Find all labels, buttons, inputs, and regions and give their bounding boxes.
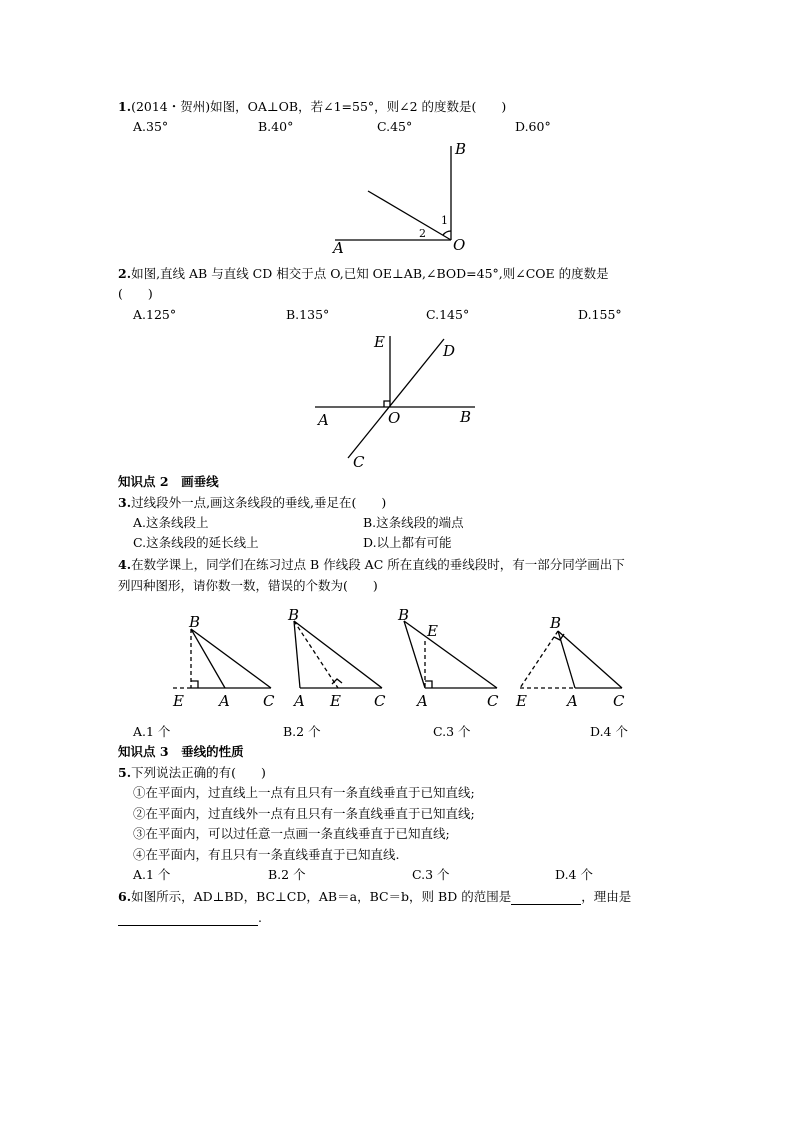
q4-stem: 4.在数学课上，同学们在练习过点 B 作线段 AC 所在直线的垂线段时，有一部分同学画出下 xyxy=(118,557,625,572)
segment-bc xyxy=(558,631,622,688)
q5-number: 5. xyxy=(118,765,132,780)
segment-bc xyxy=(294,621,382,688)
q1-option-a: A.35° xyxy=(133,119,169,134)
q5-statement-1: ①在平面内，过直线上一点有且只有一条直线垂直于已知直线; xyxy=(133,785,475,800)
q2-number: 2. xyxy=(118,266,132,281)
q1-number: 1. xyxy=(118,99,132,114)
q4-fig1-label-b: B xyxy=(189,613,201,631)
q5-option-d: D.4 个 xyxy=(555,867,593,882)
q2-option-c: C.145° xyxy=(426,307,470,322)
angle-arc xyxy=(443,231,451,235)
q2-label-b: B xyxy=(460,408,472,426)
line-cd xyxy=(348,339,444,458)
q4-fig2-label-a: A xyxy=(294,692,305,710)
q1-label-a: A xyxy=(333,239,344,257)
q4-fig3-label-e: E xyxy=(427,622,438,640)
q2-label-a: A xyxy=(318,411,329,429)
q4-fig2-label-b: B xyxy=(288,606,300,624)
q4-fig4-label-a: A xyxy=(567,692,578,710)
q6-answer-blank-2[interactable] xyxy=(118,911,258,926)
q4-stem-cont: 列四种图形，请你数一数，错误的个数为( ) xyxy=(118,578,378,593)
q6-number: 6. xyxy=(118,889,132,904)
q4-number: 4. xyxy=(118,557,132,572)
q4-fig4-label-b: B xyxy=(550,614,562,632)
q2-stem: 2.如图,直线 AB 与直线 CD 相交于点 O,已知 OE⊥AB,∠BOD=45°,则∠COE 的度数是 xyxy=(118,266,609,281)
q6-stem: 6.如图所示，AD⊥BD，BC⊥CD，AB＝a，BC＝b，则 BD 的范围是 ，理由是 xyxy=(118,889,632,904)
q2-stem-cont: ( ) xyxy=(118,286,153,301)
q2-option-b: B.135° xyxy=(286,307,330,322)
section2-heading: 知识点 2 画垂线 xyxy=(118,474,219,489)
q2-option-d: D.155° xyxy=(578,307,622,322)
segment-be xyxy=(294,621,338,688)
q4-fig4-label-e: E xyxy=(516,692,527,710)
q4-fig2-label-e: E xyxy=(330,692,341,710)
q1-option-c: C.45° xyxy=(377,119,413,134)
segment-bc xyxy=(404,621,497,688)
q2-label-o: O xyxy=(388,409,401,427)
q3-option-b: B.这条线段的端点 xyxy=(363,515,464,530)
q4-fig3-label-c: C xyxy=(487,692,499,710)
q2-figure xyxy=(310,330,490,475)
q6-line2: . xyxy=(118,910,262,926)
q4-fig3-label-a: A xyxy=(417,692,428,710)
q3-option-a: A.这条线段上 xyxy=(133,515,209,530)
q3-number: 3. xyxy=(118,495,132,510)
q2-label-e: E xyxy=(374,333,385,351)
q5-option-a: A.1 个 xyxy=(133,867,171,882)
q4-option-c: C.3 个 xyxy=(433,724,471,739)
segment-ba xyxy=(191,629,225,688)
q1-angle-2: 2 xyxy=(419,227,426,240)
q1-label-b: B xyxy=(455,140,467,158)
q2-option-a: A.125° xyxy=(133,307,177,322)
q1-stem: 1.(2014・贺州)如图，OA⊥OB，若∠1=55°，则∠2 的度数是( ) xyxy=(118,99,507,114)
q5-statement-4: ④在平面内，有且只有一条直线垂直于已知直线. xyxy=(133,847,400,862)
q5-option-b: B.2 个 xyxy=(268,867,306,882)
segment-ba xyxy=(294,621,300,688)
q2-label-c: C xyxy=(353,453,365,471)
q4-option-d: D.4 个 xyxy=(590,724,628,739)
q4-fig2-label-c: C xyxy=(374,692,386,710)
q6-answer-blank-1[interactable] xyxy=(511,890,581,905)
q1-angle-1: 1 xyxy=(441,214,448,227)
q4-fig1-label-c: C xyxy=(263,692,275,710)
q4-option-a: A.1 个 xyxy=(133,724,171,739)
segment-be xyxy=(520,631,558,688)
q5-statement-3: ③在平面内，可以过任意一点画一条直线垂直于已知直线; xyxy=(133,826,450,841)
segment-ba xyxy=(404,621,425,688)
q3-stem: 3.过线段外一点,画这条线段的垂线,垂足在( ) xyxy=(118,495,387,510)
q5-option-c: C.3 个 xyxy=(412,867,450,882)
q4-fig1-label-e: E xyxy=(173,692,184,710)
q1-option-b: B.40° xyxy=(258,119,294,134)
q4-fig1-label-a: A xyxy=(219,692,230,710)
q4-figure-3 xyxy=(395,603,520,713)
right-angle-mark xyxy=(425,681,432,688)
q1-figure xyxy=(325,140,470,260)
q4-figure-1 xyxy=(165,603,285,713)
q5-stem: 5.下列说法正确的有( ) xyxy=(118,765,266,780)
q4-figure-4 xyxy=(510,603,635,713)
q4-fig4-label-c: C xyxy=(613,692,625,710)
q5-statement-2: ②在平面内，过直线外一点有且只有一条直线垂直于已知直线; xyxy=(133,806,475,821)
q2-label-d: D xyxy=(443,342,456,360)
section3-heading: 知识点 3 垂线的性质 xyxy=(118,744,244,759)
q1-label-o: O xyxy=(453,236,466,254)
ray-oc xyxy=(368,191,451,240)
right-angle-mark xyxy=(191,681,198,688)
q4-figure-2 xyxy=(280,603,400,713)
q4-option-b: B.2 个 xyxy=(283,724,321,739)
q3-option-d: D.以上都有可能 xyxy=(363,535,452,550)
q1-option-d: D.60° xyxy=(515,119,551,134)
q3-option-c: C.这条线段的延长线上 xyxy=(133,535,259,550)
q4-fig3-label-b: B xyxy=(398,606,410,624)
segment-bc xyxy=(191,629,271,688)
